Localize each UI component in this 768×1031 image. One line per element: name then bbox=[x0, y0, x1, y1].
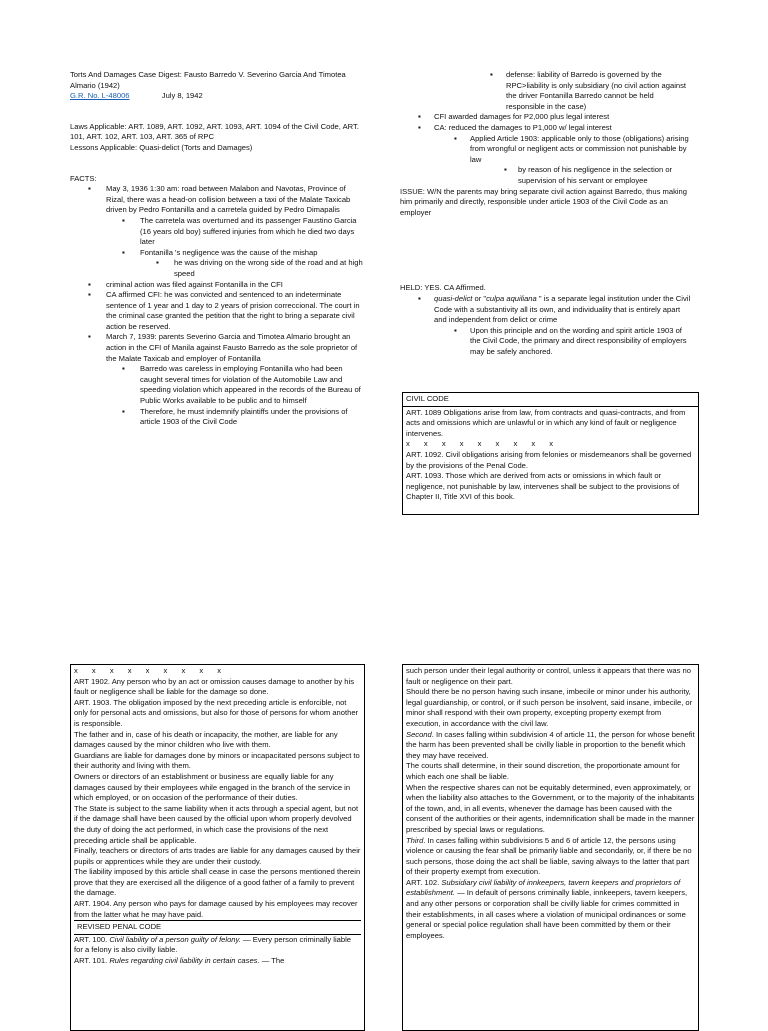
gr-number-link[interactable]: G.R. No. L-48006 bbox=[70, 91, 130, 101]
list-item: ▪ May 3, 1936 1:30 am: road between Malabon and Navotas, Province of Rizal, there was a head-on collision between a taxi of the Malate Taxicab driven by Pedro Fontanilla and a carretela guided by Pedro Dimapalis bbox=[70, 184, 365, 216]
list-item: ▪ Fontanilla 's negligence was the cause of the mishap bbox=[70, 248, 365, 259]
art-1902: ART 1902. Any person who by an act or omission causes damage to another by his fault or negligence shall be liable for the damage so done. bbox=[74, 676, 355, 697]
list-item: ▪ he was driving on the wrong side of the road and at high speed bbox=[70, 258, 365, 279]
list-item: ▪ by reason of his negligence in the selection or supervision of his servant or employee bbox=[400, 165, 694, 186]
case-reference bbox=[70, 91, 365, 102]
art-1089: ART. 1089 Obligations arise from law, from contracts and quasi-contracts, and from acts and omissions which are unlawful or in which any kind of fault or negligence intervenes. bbox=[406, 407, 686, 438]
issue-text: ISSUE: W/N the parents may bring separate civil action against Barredo, thus making him primarily and directly, responsible under article 1903 of the Civil Code as an employer bbox=[400, 186, 688, 217]
laws-applicable: Laws Applicable: ART. 1089, ART. 1092, ART. 1093, ART. 1094 of the Civil Code, ART. 101, ART. 102, ART. 103, ART. 365 of RPC bbox=[70, 121, 359, 142]
art-1903-father: The father and in, case of his death or incapacity, the mother, are liable for any damages caused by the minor children who live with them. bbox=[74, 729, 338, 750]
list-item: ▪ CA affirmed CFI: he was convicted and sentenced to an indeterminate sentence of 1 year and 1 day to 2 years of prision correccional. The court in the criminal case granted the petition that the right to bring a separate civil action be reserved. bbox=[70, 290, 365, 332]
list-item: ▪ March 7, 1939: parents Severino Garcia and Timotea Almario brought an action in the CFI of Manila against Fausto Barredo as the sole proprietor of the Malate Taxicab and employer of Fontanilla bbox=[70, 332, 365, 364]
document-title: Torts And Damages Case Digest: Fausto Barredo V. Severino Garcia And Timotea Almario (1942) bbox=[70, 70, 346, 90]
left-column bbox=[70, 70, 365, 428]
list-item: ▪ Therefore, he must indemnify plaintiffs under the provisions of article 1903 of the Civil Code bbox=[70, 407, 365, 428]
list-item: ▪ The carretela was overturned and its passenger Faustino Garcia (16 years old boy) suffered injuries from which he died two days later bbox=[70, 216, 365, 248]
art-1903: ART. 1903. The obligation imposed by the next preceding article is enforcible, not only for personal acts and omissions, but also for those of persons for whom another is responsible. bbox=[74, 697, 359, 728]
right-column bbox=[400, 70, 694, 357]
art-1903-cease: The liability imposed by this article shall cease in case the persons mentioned therein prove that they are exercised all the diligence of a good father of a family to prevent the damage. bbox=[74, 867, 361, 898]
lessons-applicable: Lessons Applicable: Quasi-delict (Torts and Damages) bbox=[70, 142, 253, 152]
list-item: ▪ defense: liability of Barredo is governed by the RPC>liability is only subsidiary (no civil action against the driver Fontanilla Barredo cannot be held responsible in the case) bbox=[400, 70, 694, 112]
art-1903-state: The State is subject to the same liability when it acts through a special agent, but not if the damage shall have been caused by the official upon whom properly devolved the duty of doing the act performed, in which case the provisions of the next preceding article shall be applicable. bbox=[74, 803, 359, 845]
civil-code-box bbox=[402, 392, 699, 515]
procedural-list bbox=[400, 70, 694, 187]
art-101-second: Second. In cases falling within subdivision 4 of article 11, the person for whose benefit the harm has been prevented shall be civilly liable in proportion to the benefit which they may have received. bbox=[406, 729, 695, 760]
art-101-third: Third. In cases falling within subdivisions 5 and 6 of article 12, the persons using violence or causing the fear shall be primarily liable and secondarily, or, if there be no such persons, those doing the act shall be liable, saving always to the latter that part of their property exempt from execution. bbox=[406, 835, 692, 877]
art-101: ART. 101. Rules regarding civil liability in certain cases. — The bbox=[74, 956, 285, 966]
facts-list bbox=[70, 184, 365, 428]
art-1903-teachers: Finally, teachers or directors of arts trades are liable for any damages caused by their pupils or apprentices while they are under their custody. bbox=[74, 846, 361, 866]
art-101-no-person: Should there be no person having such insane, imbecile or minor under his authority, legal guardianship, or control, or if such person be insolvent, said insane, imbecile, or minor shall respond with their own property, excepting property exempt from execution, in accordance with the civil law. bbox=[406, 687, 693, 728]
art-100: ART. 100. Civil liability of a person guilty of felony. — Every person criminally liable for a felony is also civilly liable. bbox=[74, 934, 352, 955]
art-1903-guardians: Guardians are liable for damages done by minors or incapacitated persons subject to their authority and living with them. bbox=[74, 750, 360, 771]
art-101-courts: The courts shall determine, in their sound discretion, the proportionate amount for which each one shall be liable. bbox=[406, 761, 680, 781]
art-1903-owners: Owners or directors of an establishment or business are equally liable for any damages caused by their employees while engaged in the branch of the service in which employed, or on occasion of the performance of their duties. bbox=[74, 771, 351, 803]
rpc-articles-box bbox=[402, 664, 699, 1031]
facts-heading: FACTS: bbox=[70, 173, 97, 183]
list-item: ▪ quasi-delict or "culpa aquiliana " is a separate legal institution under the Civil Code with a substantivity all its own, and individuality that is entirely apart and independent from delict or crime bbox=[400, 294, 694, 326]
list-item: ▪ Applied Article 1903: applicable only to those (obligations) arising from wrongful or negligent acts or commission not punishable by law bbox=[400, 134, 694, 166]
rpc-header: REVISED PENAL CODE bbox=[74, 920, 361, 935]
art-101-continued: such person under their legal authority or control, unless it appears that there was no fault or negligence on their part. bbox=[406, 666, 691, 686]
art-1904: ART. 1904. Any person who pays for damage caused by his employees may recover from the latter what he may have paid. bbox=[74, 899, 358, 919]
art-102: ART. 102. Subsidiary civil liability of innkeepers, tavern keepers and proprietors of establishment. — In default of persons criminally liable, innkeepers, tavern keepers, and any other persons or corporation shall be civilly liable for crimes committed in their establishments, in all cases where a violation of municipal ordinances or some general or special police regulation shall have been committed by them or their employees. bbox=[406, 877, 688, 940]
civil-code-header: CIVIL CODE bbox=[403, 393, 698, 407]
omission-marker: x x x x x x x x x bbox=[74, 666, 223, 675]
civil-code-articles-box bbox=[70, 664, 365, 1031]
omission-marker: x x x x x x x x x bbox=[406, 439, 555, 449]
list-item: ▪ Barredo was careless in employing Fontanilla who had been caught several times for violation of the Automobile Law and speeding violation which appeared in the records of the Bureau of Public Works available to be public and to himself bbox=[70, 364, 365, 406]
list-item: ▪ CA: reduced the damages to P1,000 w/ legal interest bbox=[400, 123, 694, 134]
art-1093: ART. 1093. Those which are derived from acts or omissions in which fault or negligence, not punishable by law, intervenes shall be subject to the provisions of Chapter II, Title XVI of this book. bbox=[406, 471, 680, 502]
held-heading: HELD: YES. CA Affirmed. bbox=[400, 283, 486, 293]
list-item: ▪ Upon this principle and on the wording and spirit article 1903 of the Civil Code, the primary and direct responsibility of employers may be safely anchored. bbox=[400, 326, 694, 358]
list-item: ▪ CFI awarded damages for P2,000 plus legal interest bbox=[400, 112, 694, 123]
decision-date: July 8, 1942 bbox=[161, 91, 203, 101]
list-item: ▪ criminal action was filed against Fontanilla in the CFI bbox=[70, 280, 365, 291]
art-1092: ART. 1092. Civil obligations arising from felonies or misdemeanors shall be governed by the provisions of the Penal Code. bbox=[406, 449, 692, 470]
held-list bbox=[400, 294, 694, 358]
art-101-shares: When the respective shares can not be equitably determined, even approximately, or when the liability also attaches to the Government, or to the majority of the inhabitants of the town, and, in all events, whenever the damage has been caused with the consent of the authorities or their agents, indemnification shall be made in the manner prescribed by special laws or regulations. bbox=[406, 782, 695, 834]
